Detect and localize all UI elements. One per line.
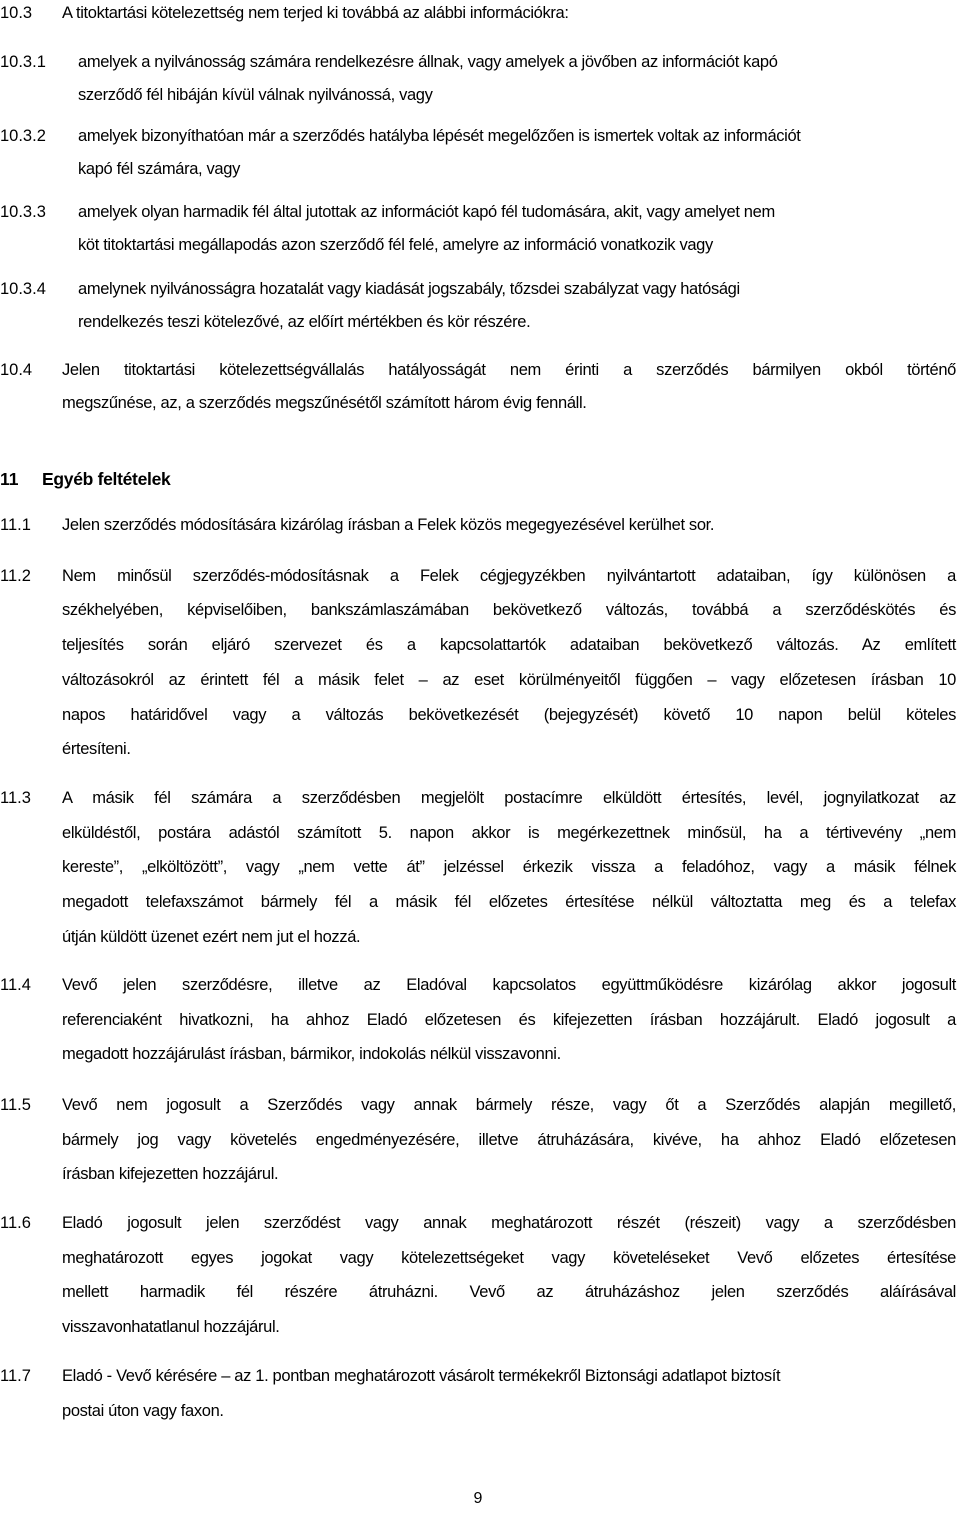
- section-line: napos határidővel vagy a változás bekövetkezését (bejegyzését) követő 10 napon belül köteles: [62, 706, 956, 724]
- item-line: amelyek olyan harmadik fél által jutottak az információt kapó fél tudomására, akit, vagy amelyet nem: [78, 203, 775, 221]
- section-line: kereste”, „elköltözött”, vagy „nem vette át” jelzéssel érkezik vissza a feladóhoz, vagy a másik félnek: [62, 858, 956, 876]
- section-line: írásban kifejezetten hozzájárul.: [62, 1165, 279, 1183]
- section-number: 11.6: [0, 1214, 31, 1232]
- section-text: A titoktartási kötelezettség nem terjed ki továbbá az alábbi információkra:: [62, 4, 569, 22]
- item-line: amelyek a nyilvánosság számára rendelkezésre állnak, vagy amelyek a jövőben az információt kapó: [78, 53, 778, 71]
- section-line: bármely jog vagy követelés engedményezésére, illetve átruházására, kivéve, ha ahhoz Eladó előzetesen: [62, 1131, 956, 1149]
- section-line: teljesítés során eljáró szervezet és a kapcsolattartók adataiban bekövetkező változás. Az említett: [62, 636, 956, 654]
- section-number: 11.4: [0, 976, 31, 994]
- section-line: Vevő jelen szerződésre, illetve az Eladóval kapcsolatos együttműködésre kizárólag akkor jogosult: [62, 976, 956, 994]
- section-number: 10.4: [0, 361, 33, 379]
- item-number: 10.3.3: [0, 203, 46, 221]
- section-number: 11.3: [0, 789, 31, 807]
- section-line: visszavonhatatlanul hozzájárul.: [62, 1318, 280, 1336]
- item-number: 10.3.2: [0, 127, 46, 145]
- section-line: Vevő nem jogosult a Szerződés vagy annak bármely része, vagy őt a Szerződés alapján megillető,: [62, 1096, 956, 1114]
- heading-number: 11: [0, 469, 19, 489]
- section-number: 11.7: [0, 1367, 31, 1385]
- item-line: rendelkezés teszi kötelezővé, az előírt mértékben és kör részére.: [78, 313, 531, 331]
- section-line: változásokról az érintett fél a másik felet – az eset körülményeitől függően – vagy előzetesen írásban 10: [62, 671, 956, 689]
- section-number: 10.3: [0, 4, 33, 22]
- page-number: 9: [473, 1490, 483, 1507]
- section-line: Nem minősül szerződés-módosításnak a Felek cégjegyzékben nyilvántartott adataiban, így különösen a: [62, 567, 956, 585]
- section-line: Eladó jogosult jelen szerződést vagy annak meghatározott részét (részeit) vagy a szerződésben: [62, 1214, 956, 1232]
- section-line: útján küldött üzenet ezért nem jut el hozzá.: [62, 928, 361, 946]
- item-number: 10.3.1: [0, 53, 46, 71]
- section-line: referenciaként hivatkozni, ha ahhoz Eladó előzetesen és kifejezetten írásban hozzájárult. Eladó jogosult a: [62, 1011, 956, 1029]
- section-line: megadott hozzájárulást írásban, bármikor, indokolás nélkül visszavonni.: [62, 1045, 561, 1063]
- item-line: szerződő fél hibáján kívül válnak nyilvánossá, vagy: [78, 86, 433, 104]
- section-line: megszűnése, az, a szerződés megszűnésétől számított három évig fennáll.: [62, 394, 587, 412]
- section-number: 11.2: [0, 567, 31, 585]
- section-line: elküldéstől, postára adástól számított 5. napon akkor is megérkezettnek minősül, ha a tértivevény „nem: [62, 824, 956, 842]
- section-line: értesíteni.: [62, 740, 131, 758]
- item-line: amelynek nyilvánosságra hozatalát vagy kiadását jogszabály, tőzsdei szabályzat vagy hatósági: [78, 280, 740, 298]
- item-line: köt titoktartási megállapodás azon szerződő fél felé, amelyre az információ vonatkozik vagy: [78, 236, 713, 254]
- heading-title: Egyéb feltételek: [42, 469, 171, 489]
- section-line: Eladó - Vevő kérésére – az 1. pontban meghatározott vásárolt termékekről Biztonsági adatlapot biztosít: [62, 1367, 781, 1385]
- section-line: megadott telefaxszámot bármely fél a másik fél előzetes értesítése nélkül változtatta meg és a telefax: [62, 893, 956, 911]
- item-line: kapó fél számára, vagy: [78, 160, 240, 178]
- section-line: Jelen szerződés módosítására kizárólag írásban a Felek közös megegyezésével kerülhet sor.: [62, 516, 715, 534]
- item-number: 10.3.4: [0, 280, 46, 298]
- section-number: 11.1: [0, 516, 31, 534]
- section-number: 11.5: [0, 1096, 31, 1114]
- section-line: postai úton vagy faxon.: [62, 1402, 224, 1420]
- section-line: székhelyében, képviselőiben, bankszámlaszámában bekövetkező változás, továbbá a szerződéskötés és: [62, 601, 956, 619]
- section-line: meghatározott egyes jogokat vagy kötelezettségeket vagy követeléseket Vevő előzetes értesítése: [62, 1249, 956, 1267]
- section-line: Jelen titoktartási kötelezettségvállalás hatályosságát nem érinti a szerződés bármilyen okból történő: [62, 361, 956, 379]
- section-line: A másik fél számára a szerződésben megjelölt postacímre elküldött értesítés, levél, jognyilatkozat az: [62, 789, 956, 807]
- item-line: amelyek bizonyíthatóan már a szerződés hatályba lépését megelőzően is ismertek voltak az információt: [78, 127, 801, 145]
- section-line: mellett harmadik fél részére átruházni. Vevő az átruházáshoz jelen szerződés aláírásával: [62, 1283, 956, 1301]
